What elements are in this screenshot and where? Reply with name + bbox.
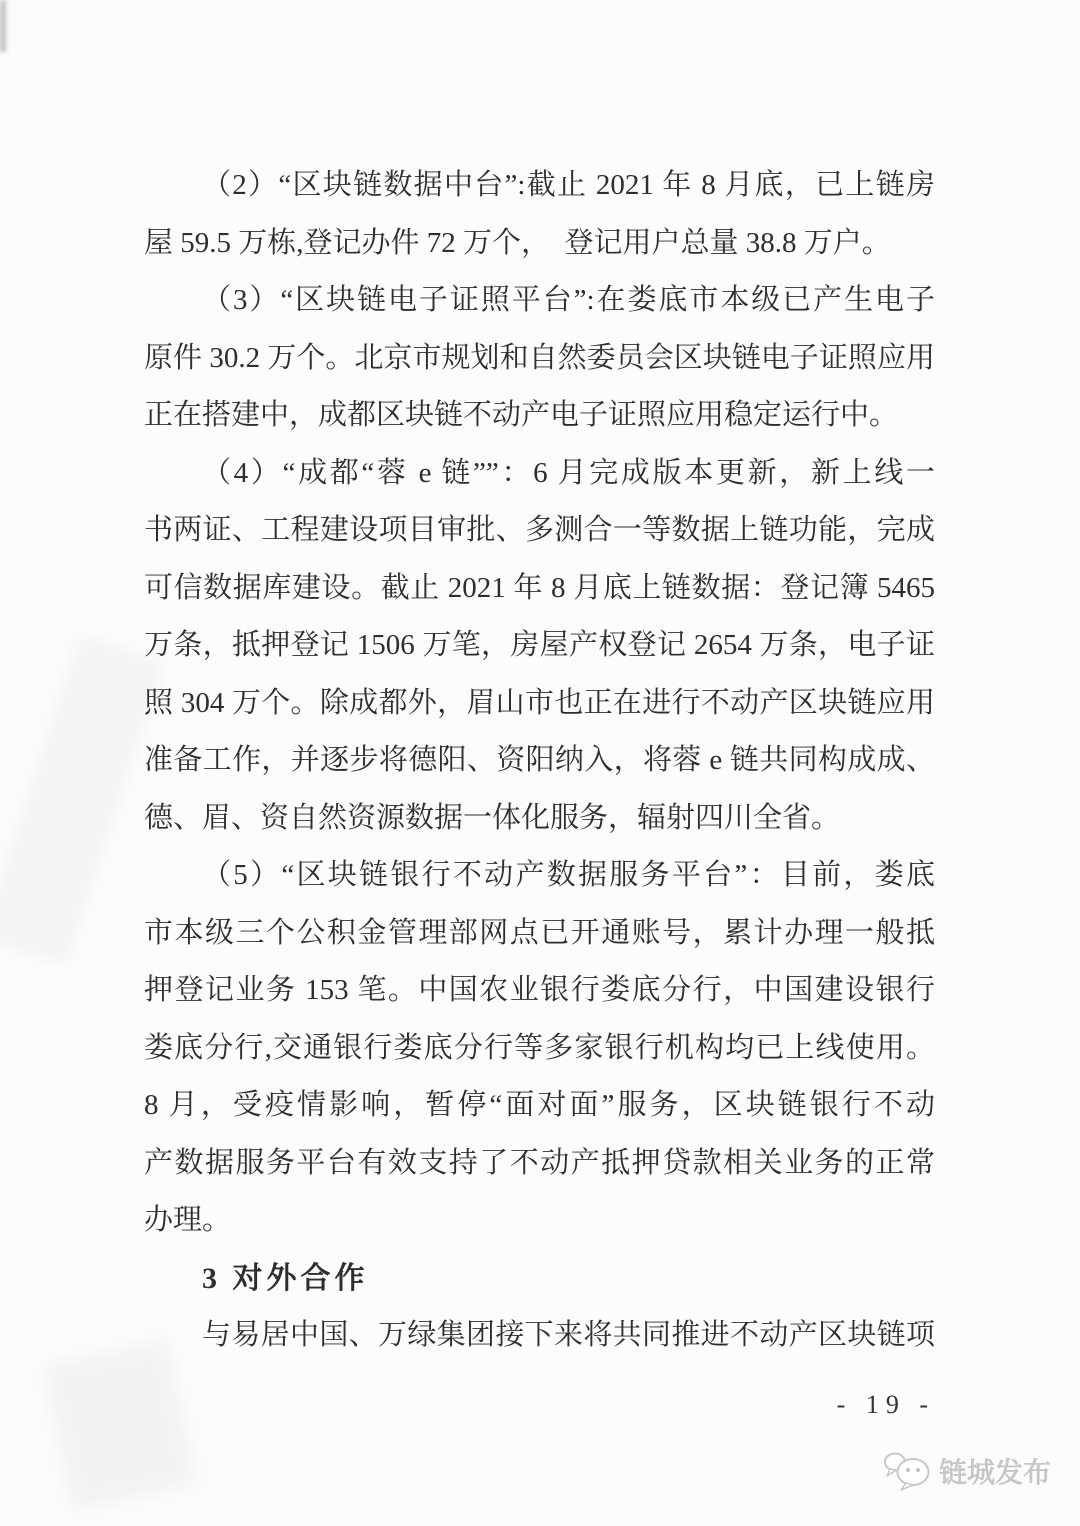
body-line: 书两证、工程建设项目审批、多测合一等数据上链功能，完成 <box>144 514 935 546</box>
watermark-label: 链城发布 <box>939 1457 1052 1488</box>
body-line: 可信数据库建设。截止 2021 年 8 月底上链数据：登记簿 5465 <box>144 571 935 604</box>
body-line: 押登记业务 153 笔。中国农业银行娄底分行，中国建设银行 <box>144 974 935 1006</box>
body-line: （2）“区块链数据中台”:截止 2021 年 8 月底，已上链房 <box>202 169 935 201</box>
paragraph <box>144 445 935 848</box>
scan-artifact <box>0 0 6 52</box>
wechat-chat-bubbles-icon <box>882 1450 932 1492</box>
scan-artifact <box>0 634 165 966</box>
body-line: 正在搭建中，成都区块链不动产电子证照应用稳定运行中。 <box>144 399 899 431</box>
body-line: （4）“成都“蓉 e 链””：6 月完成版本更新，新上线一 <box>202 456 935 489</box>
paragraph <box>144 272 935 445</box>
body-line: 产数据服务平台有效支持了不动产抵押贷款相关业务的正常 <box>144 1146 935 1179</box>
body-line: 市本级三个公积金管理部网点已开通账号，累计办理一般抵 <box>144 916 935 949</box>
body-line: 办理。 <box>144 1204 232 1236</box>
watermark <box>882 1450 1051 1492</box>
page-number: - 19 - <box>836 1390 935 1419</box>
body-line: 与易居中国、万绿集团接下来将共同推进不动产区块链项 <box>202 1319 935 1351</box>
body-line: 娄底分行,交通银行娄底分行等多家银行机构均已上线使用。 <box>144 1031 935 1064</box>
body-line: （5）“区块链银行不动产数据服务平台”：目前，娄底 <box>202 859 935 891</box>
body-line: 照 304 万个。除成都外，眉山市也正在进行不动产区块链应用 <box>144 686 935 719</box>
body-line: 屋 59.5 万栋,登记办件 72 万个， 登记用户总量 38.8 万户。 <box>144 226 891 259</box>
paragraph <box>144 1307 935 1365</box>
body-line: 准备工作，并逐步将德阳、资阳纳入，将蓉 e 链共同构成成、 <box>144 744 935 776</box>
body-line: 万条，抵押登记 1506 万笔，房屋产权登记 2654 万条，电子证 <box>144 629 935 661</box>
body-line: 8 月，受疫情影响，暂停“面对面”服务，区块链银行不动 <box>144 1089 935 1121</box>
paragraph <box>144 157 935 272</box>
body-line: （3）“区块链电子证照平台”:在娄底市本级已产生电子 <box>202 284 935 316</box>
paragraph <box>144 847 935 1250</box>
document-body <box>144 157 935 1365</box>
body-line: 原件 30.2 万个。北京市规划和自然委员会区块链电子证照应用 <box>144 341 935 374</box>
section-heading: 3 对外合作 <box>202 1261 369 1295</box>
body-line: 德、眉、资自然资源数据一体化服务，辐射四川全省。 <box>144 801 841 834</box>
